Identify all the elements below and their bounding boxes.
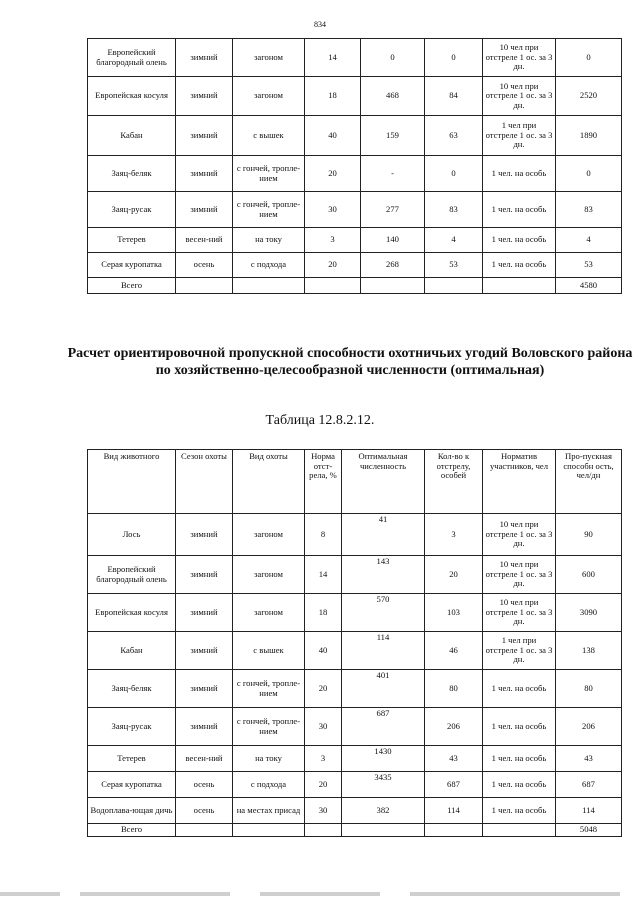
optimal-cell: 1430 [342, 746, 425, 772]
capacity-cell: 3090 [556, 594, 622, 632]
standard-cell: 10 чел при отстреле 1 ос. за 3 дн. [483, 514, 556, 556]
capacity-cell: 138 [556, 632, 622, 670]
standard-cell: 1 чел. на особь [483, 798, 556, 824]
animal-cell: Европейская косуля [88, 77, 176, 116]
standard-cell: 10 чел при отстреле 1 ос. за 3 дн. [483, 556, 556, 594]
value-cell: 83 [425, 192, 483, 228]
standard-cell: 1 чел. на особь [483, 228, 556, 253]
method-cell: с подхода [233, 772, 305, 798]
capacity-cell: 0 [556, 39, 622, 77]
animal-cell: Лось [88, 514, 176, 556]
count-cell: 103 [425, 594, 483, 632]
count-cell: 114 [425, 798, 483, 824]
header-method: Вид охоты [233, 450, 305, 514]
norm-cell: 18 [305, 77, 361, 116]
capacity-cell: 53 [556, 253, 622, 278]
value-cell: - [361, 156, 425, 192]
table-caption: Таблица 12.8.2.12. [265, 413, 375, 428]
norm-cell: 30 [305, 708, 342, 746]
count-cell: 687 [425, 772, 483, 798]
capacity-cell: 2520 [556, 77, 622, 116]
optimal-cell: 41 [342, 514, 425, 556]
empty-cell [342, 824, 425, 837]
animal-cell: Тетерев [88, 228, 176, 253]
norm-cell: 14 [305, 39, 361, 77]
value-cell: 0 [425, 156, 483, 192]
table-row [88, 39, 622, 77]
season-cell: осень [176, 798, 233, 824]
scan-artifact [260, 892, 380, 896]
standard-cell: 1 чел. на особь [483, 192, 556, 228]
norm-cell: 3 [305, 228, 361, 253]
value-cell: 0 [361, 39, 425, 77]
method-cell: загоном [233, 77, 305, 116]
header-norm: Норма отст-рела, % [305, 450, 342, 514]
scan-artifact [0, 892, 60, 896]
capacity-cell: 43 [556, 746, 622, 772]
method-cell: с вышек [233, 116, 305, 156]
count-cell: 43 [425, 746, 483, 772]
norm-cell: 20 [305, 156, 361, 192]
empty-cell [425, 278, 483, 294]
capacity-cell: 114 [556, 798, 622, 824]
table-row [88, 594, 622, 632]
value-cell: 53 [425, 253, 483, 278]
season-cell: весен-ний [176, 228, 233, 253]
value-cell: 268 [361, 253, 425, 278]
capacity-cell: 4 [556, 228, 622, 253]
method-cell: загоном [233, 514, 305, 556]
table-row [88, 772, 622, 798]
table-row [88, 556, 622, 594]
method-cell: с гончей, тропле-нием [233, 192, 305, 228]
table-row [88, 253, 622, 278]
standard-cell: 10 чел при отстреле 1 ос. за 3 дн. [483, 39, 556, 77]
method-cell: с гончей, тропле-нием [233, 708, 305, 746]
value-cell: 84 [425, 77, 483, 116]
empty-cell [425, 824, 483, 837]
total-row [88, 824, 622, 837]
method-cell: на местах присад [233, 798, 305, 824]
capacity-cell: 1890 [556, 116, 622, 156]
value-cell: 140 [361, 228, 425, 253]
standard-cell: 1 чел. на особь [483, 670, 556, 708]
season-cell: зимний [176, 556, 233, 594]
optimal-cell: 382 [342, 798, 425, 824]
standard-cell: 1 чел. на особь [483, 253, 556, 278]
method-cell: с вышек [233, 632, 305, 670]
count-cell: 80 [425, 670, 483, 708]
capacity-cell: 687 [556, 772, 622, 798]
standard-cell: 1 чел при отстреле 1 ос. за 3 дн. [483, 116, 556, 156]
season-cell: зимний [176, 670, 233, 708]
norm-cell: 30 [305, 798, 342, 824]
season-cell: зимний [176, 39, 233, 77]
total-value: 4580 [556, 278, 622, 294]
table-row [88, 746, 622, 772]
count-cell: 3 [425, 514, 483, 556]
empty-cell [483, 278, 556, 294]
capacity-table [87, 449, 622, 837]
season-cell: осень [176, 253, 233, 278]
standard-cell: 1 чел. на особь [483, 772, 556, 798]
animal-cell: Заяц-беляк [88, 670, 176, 708]
scan-artifact [410, 892, 620, 896]
method-cell: загоном [233, 594, 305, 632]
count-cell: 20 [425, 556, 483, 594]
animal-cell: Европейский благородный олень [88, 556, 176, 594]
optimal-cell: 401 [342, 670, 425, 708]
empty-cell [233, 278, 305, 294]
standard-cell: 1 чел. на особь [483, 708, 556, 746]
value-cell: 468 [361, 77, 425, 116]
table-row [88, 192, 622, 228]
capacity-cell: 600 [556, 556, 622, 594]
animal-cell: Европейская косуля [88, 594, 176, 632]
header-count: Кол-во к отстрелу, особей [425, 450, 483, 514]
norm-cell: 14 [305, 556, 342, 594]
total-row [88, 278, 622, 294]
season-cell: зимний [176, 192, 233, 228]
empty-cell [361, 278, 425, 294]
norm-cell: 3 [305, 746, 342, 772]
section-heading: Расчет ориентировочной пропускной способности охотничьих угодий Воловского района по хозяйственно-целесообразной численности (оптимальная) [67, 346, 633, 378]
standard-cell: 1 чел при отстреле 1 ос. за 3 дн. [483, 632, 556, 670]
animal-cell: Серая куропатка [88, 772, 176, 798]
header-season: Сезон охоты [176, 450, 233, 514]
capacity-cell: 83 [556, 192, 622, 228]
season-cell: зимний [176, 77, 233, 116]
standard-cell: 10 чел при отстреле 1 ос. за 3 дн. [483, 594, 556, 632]
value-cell: 0 [425, 39, 483, 77]
capacity-cell: 206 [556, 708, 622, 746]
empty-cell [305, 824, 342, 837]
value-cell: 159 [361, 116, 425, 156]
method-cell: загоном [233, 39, 305, 77]
optimal-cell: 570 [342, 594, 425, 632]
empty-cell [233, 824, 305, 837]
table-row [88, 116, 622, 156]
norm-cell: 40 [305, 632, 342, 670]
method-cell: с гончей, тропле-нием [233, 156, 305, 192]
total-value: 5048 [556, 824, 622, 837]
total-label: Всего [88, 278, 176, 294]
table-row [88, 632, 622, 670]
count-cell: 46 [425, 632, 483, 670]
norm-cell: 20 [305, 772, 342, 798]
season-cell: весен-ний [176, 746, 233, 772]
norm-cell: 8 [305, 514, 342, 556]
page-number: 834 [314, 20, 326, 29]
season-cell: осень [176, 772, 233, 798]
standard-cell: 1 чел. на особь [483, 746, 556, 772]
norm-cell: 30 [305, 192, 361, 228]
standard-cell: 10 чел при отстреле 1 ос. за 3 дн. [483, 77, 556, 116]
animal-cell: Заяц-русак [88, 192, 176, 228]
empty-cell [176, 824, 233, 837]
season-cell: зимний [176, 514, 233, 556]
animal-cell: Заяц-беляк [88, 156, 176, 192]
season-cell: зимний [176, 708, 233, 746]
method-cell: на току [233, 228, 305, 253]
table-row [88, 77, 622, 116]
value-cell: 63 [425, 116, 483, 156]
norm-cell: 20 [305, 253, 361, 278]
norm-cell: 20 [305, 670, 342, 708]
standard-cell: 1 чел. на особь [483, 156, 556, 192]
norm-cell: 18 [305, 594, 342, 632]
empty-cell [176, 278, 233, 294]
empty-cell [483, 824, 556, 837]
animal-cell: Заяц-русак [88, 708, 176, 746]
table-header-row [88, 450, 622, 514]
scan-artifact [80, 892, 230, 896]
table-row [88, 514, 622, 556]
animal-cell: Кабан [88, 632, 176, 670]
value-cell: 4 [425, 228, 483, 253]
season-cell: зимний [176, 116, 233, 156]
optimal-cell: 143 [342, 556, 425, 594]
animal-cell: Серая куропатка [88, 253, 176, 278]
animal-cell: Водоплава-ющая дичь [88, 798, 176, 824]
season-cell: зимний [176, 594, 233, 632]
animal-cell: Европейский благородный олень [88, 39, 176, 77]
table-row [88, 798, 622, 824]
capacity-cell: 80 [556, 670, 622, 708]
header-animal: Вид животного [88, 450, 176, 514]
capacity-cell: 90 [556, 514, 622, 556]
method-cell: с подхода [233, 253, 305, 278]
norm-cell: 40 [305, 116, 361, 156]
method-cell: с гончей, тропле-нием [233, 670, 305, 708]
previous-table-continuation [87, 38, 622, 294]
header-standard: Норматив участников, чел [483, 450, 556, 514]
header-capacity: Про-пускная способн ость, чел/дн [556, 450, 622, 514]
season-cell: зимний [176, 156, 233, 192]
table-row [88, 670, 622, 708]
table-row [88, 156, 622, 192]
count-cell: 206 [425, 708, 483, 746]
method-cell: загоном [233, 556, 305, 594]
table-row [88, 228, 622, 253]
header-optimal: Оптимальная численность [342, 450, 425, 514]
optimal-cell: 3435 [342, 772, 425, 798]
total-label: Всего [88, 824, 176, 837]
method-cell: на току [233, 746, 305, 772]
empty-cell [305, 278, 361, 294]
optimal-cell: 687 [342, 708, 425, 746]
animal-cell: Тетерев [88, 746, 176, 772]
table-row [88, 708, 622, 746]
capacity-cell: 0 [556, 156, 622, 192]
value-cell: 277 [361, 192, 425, 228]
optimal-cell: 114 [342, 632, 425, 670]
animal-cell: Кабан [88, 116, 176, 156]
season-cell: зимний [176, 632, 233, 670]
